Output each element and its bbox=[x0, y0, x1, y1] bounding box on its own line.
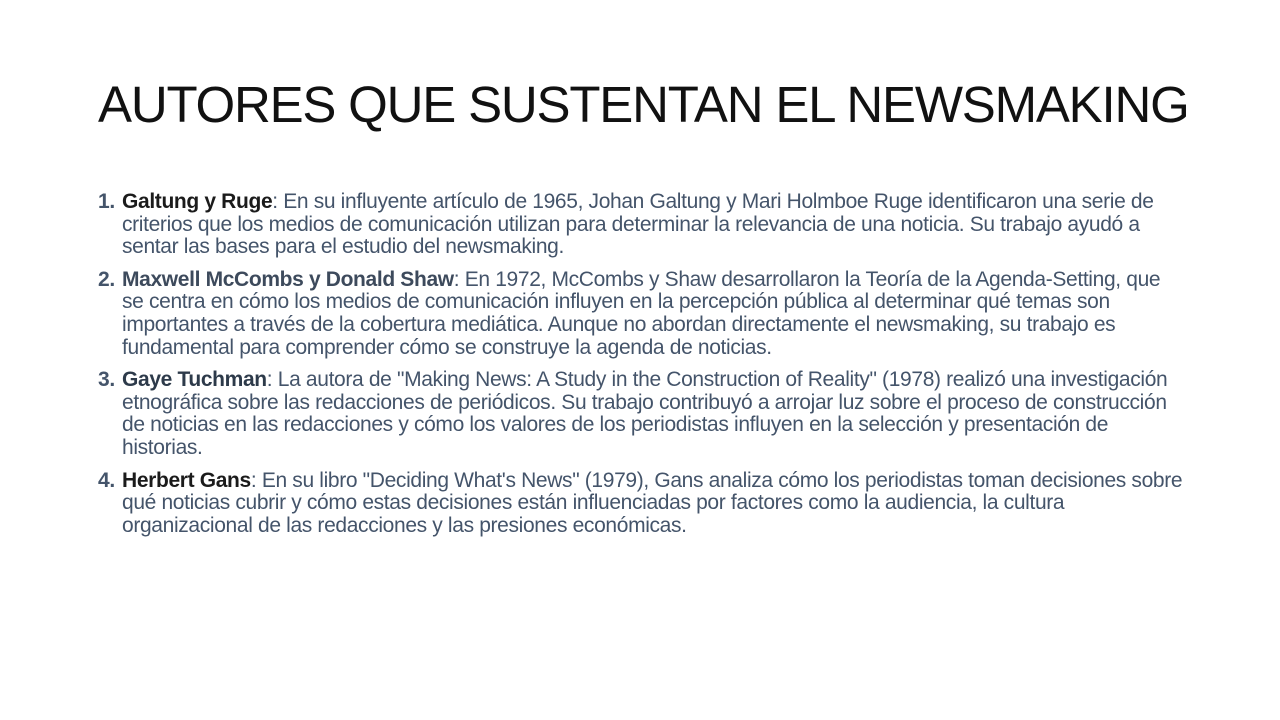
item-author: Herbert Gans bbox=[122, 468, 251, 492]
item-author: Maxwell McCombs y Donald Shaw bbox=[122, 267, 454, 291]
slide-title: AUTORES QUE SUSTENTAN EL NEWSMAKING bbox=[98, 76, 1189, 133]
item-author: Galtung y Ruge bbox=[122, 190, 273, 213]
item-number: 2. bbox=[98, 267, 115, 291]
item-text: : En 1972, McCombs y Shaw desarrollaron la Teoría de la Agenda-Setting, que se centra en cómo los medios de comunicación influyen en la percepción pública al determinar qué temas son importantes a través de la cobertura mediática. Aunque no abordan directamente el newsmaking, su trabajo es fundamental para comprender cómo se construye la agenda de noticias. bbox=[122, 267, 1161, 359]
item-text: : En su influyente artículo de 1965, Johan Galtung y Mari Holmboe Ruge identificaron una serie de criterios que los medios de comunicación utilizan para determinar la relevancia de una noticia. Su trabajo ayudó a sentar las bases para el estudio del newsmaking. bbox=[122, 190, 1154, 259]
author-item-galtung-ruge bbox=[98, 191, 1183, 259]
item-number: 3. bbox=[98, 368, 115, 392]
author-item-tuchman bbox=[98, 369, 1183, 459]
author-item-mccombs-shaw bbox=[98, 269, 1183, 359]
item-author: Gaye Tuchman bbox=[122, 368, 267, 392]
item-text: : La autora de "Making News: A Study in the Construction of Reality" (1978) realizó una investigación etnográfica sobre las redacciones de periódicos. Su trabajo contribuyó a arrojar luz sobre el proceso de construcción de noticias en las redacciones y cómo los valores de los periodistas influyen en la selección y presentación de historias. bbox=[122, 368, 1168, 459]
item-number: 4. bbox=[98, 468, 115, 492]
author-item-gans bbox=[98, 470, 1183, 538]
item-text: : En su libro "Deciding What's News" (1979), Gans analiza cómo los periodistas toman decisiones sobre qué noticias cubrir y cómo estas decisiones están influenciadas por factores como la audiencia, la cultura organizacional de las redacciones y las presiones económicas. bbox=[122, 468, 1183, 537]
item-number: 1. bbox=[98, 190, 115, 213]
author-list bbox=[98, 191, 1183, 547]
